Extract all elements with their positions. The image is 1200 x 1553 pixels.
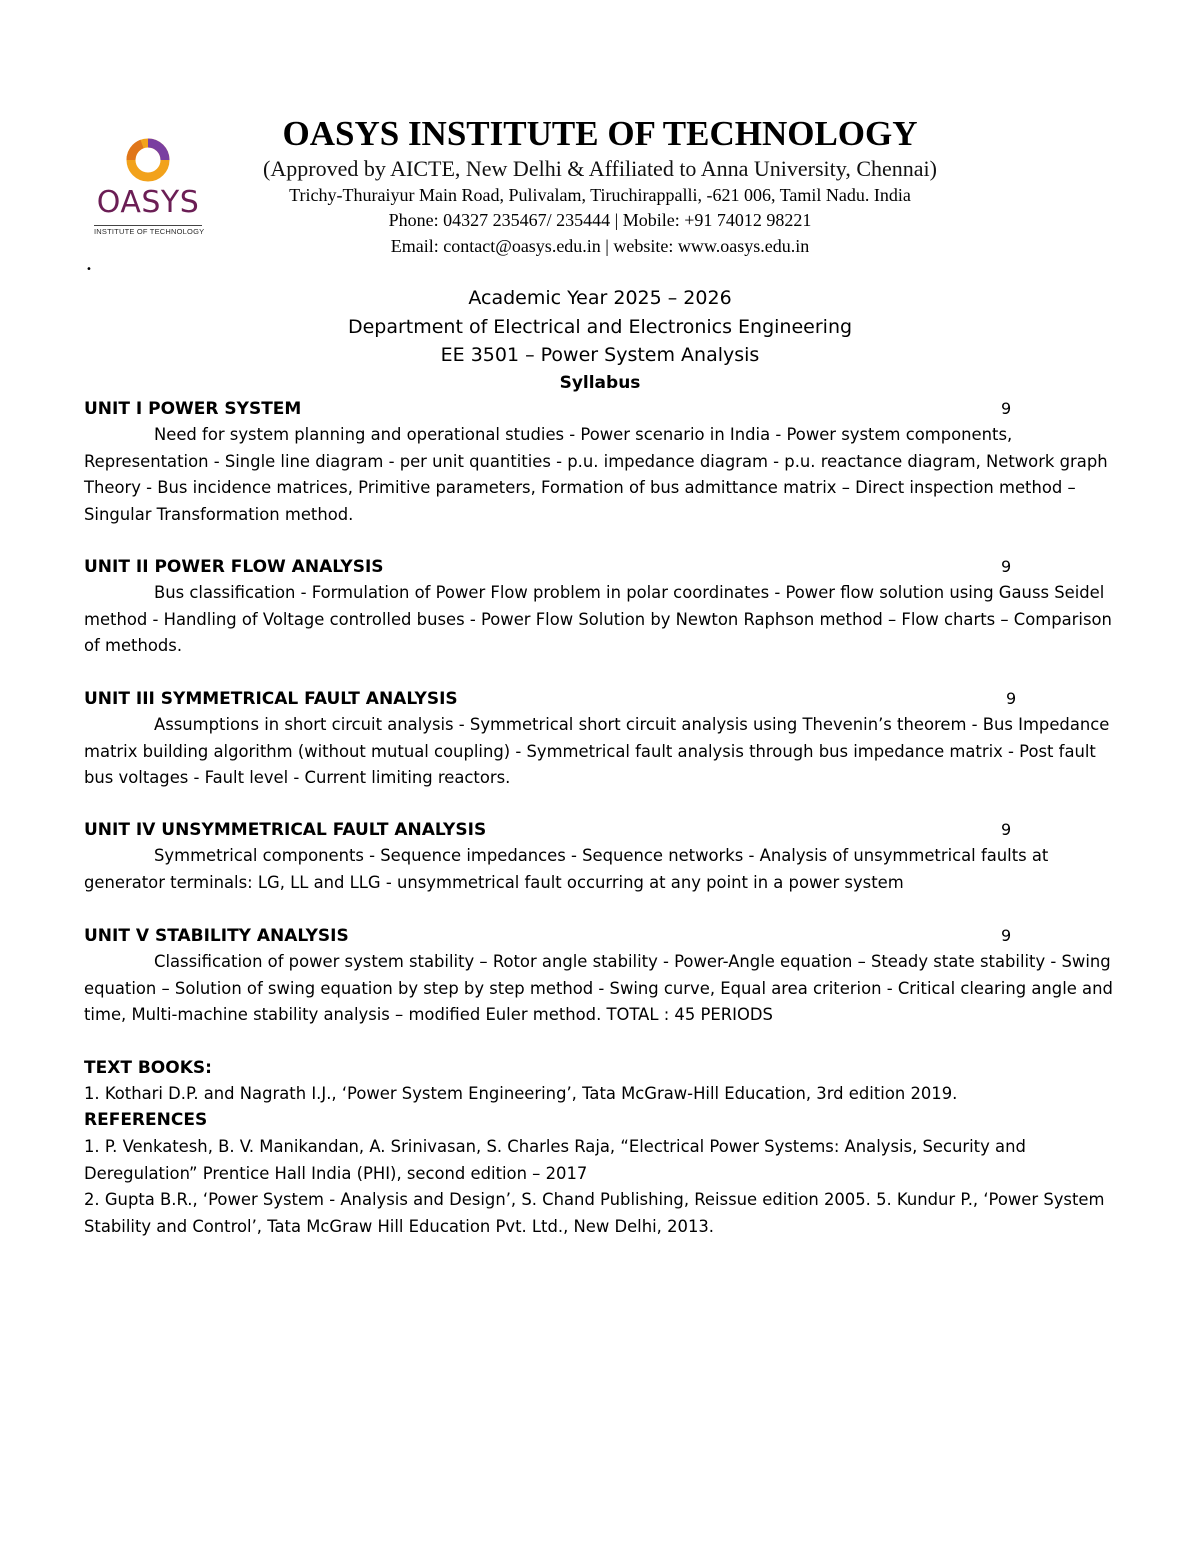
stray-bullet: • xyxy=(86,264,92,275)
text-books-heading: TEXT BOOKS: xyxy=(84,1058,212,1078)
department: Department of Electrical and Electronics Engineering xyxy=(347,316,853,338)
course-title: EE 3501 – Power System Analysis xyxy=(440,344,760,366)
address-line: Trichy-Thuraiyur Main Road, Pulivalam, Tiruchirappalli, -621 006, Tamil Nadu. India xyxy=(289,185,911,205)
references-heading: REFERENCES xyxy=(84,1110,208,1130)
unit-content: Classification of power system stability – Rotor angle stability - Power-Angle equation – Steady state stability - Swing equation – Solution of swing equation by step by step method - Swing curve, Equal area criterion - Critical clearing angle and time, Multi-machine stability analysis – modified Euler method. TOTAL : 45 PERIODS xyxy=(84,952,1113,1025)
unit-content: Need for system planning and operational studies - Power scenario in India - Power system components, Representation - Single line diagram - per unit quantities - p.u. impedance diagram - p.u. reactance diagram, Network graph Theory - Bus incidence matrices, Primitive parameters, Formation of bus admittance matrix – Direct inspection method – Singular Transformation method. xyxy=(84,425,1108,524)
unit-heading: UNIT II POWER FLOW ANALYSIS xyxy=(84,557,384,577)
unit-heading: UNIT III SYMMETRICAL FAULT ANALYSIS xyxy=(84,689,458,709)
academic-year: Academic Year 2025 – 2026 xyxy=(468,287,732,309)
logo-tagline: INSTITUTE OF TECHNOLOGY xyxy=(94,227,205,236)
unit-hours: 9 xyxy=(1001,399,1012,418)
reference-item: 1. P. Venkatesh, B. V. Manikandan, A. Srinivasan, S. Charles Raja, “Electrical Power Systems: Analysis, Security and Deregulation” Prentice Hall India (PHI), second edition – 2017 xyxy=(84,1137,1026,1183)
unit-hours: 9 xyxy=(1001,557,1012,576)
phone-line: Phone: 04327 235467/ 235444 | Mobile: +91 74012 98221 xyxy=(388,210,812,230)
unit-hours: 9 xyxy=(1006,689,1017,708)
unit-heading: UNIT V STABILITY ANALYSIS xyxy=(84,926,349,946)
unit-heading: UNIT IV UNSYMMETRICAL FAULT ANALYSIS xyxy=(84,820,487,840)
text-book-item: 1. Kothari D.P. and Nagrath I.J., ‘Power System Engineering’, Tata McGraw-Hill Education, 3rd edition 2019. xyxy=(84,1084,958,1103)
unit-content: Assumptions in short circuit analysis - Symmetrical short circuit analysis using Thevenin’s theorem - Bus Impedance matrix building algorithm (without mutual coupling) - Symmetrical fault analysis through bus impedance matrix - Post fault bus voltages - Fault level - Current limiting reactors. xyxy=(84,715,1110,788)
email-line: Email: contact@oasys.edu.in | website: www.oasys.edu.in xyxy=(390,236,810,256)
logo-wordmark: OASYS xyxy=(96,185,200,220)
unit-content: Symmetrical components - Sequence impedances - Sequence networks - Analysis of unsymmetrical faults at generator terminals: LG, LL and LLG - unsymmetrical fault occurring at any point in a power system xyxy=(84,846,1049,892)
unit-content: Bus classification - Formulation of Power Flow problem in polar coordinates - Power flow solution using Gauss Seidel method - Handling of Voltage controlled buses - Power Flow Solution by Newton Raphson method – Flow charts – Comparison of methods. xyxy=(84,583,1112,656)
approval-line: (Approved by AICTE, New Delhi & Affiliated to Anna University, Chennai) xyxy=(263,156,937,181)
unit-hours: 9 xyxy=(1001,820,1012,839)
unit-heading: UNIT I POWER SYSTEM xyxy=(84,399,302,419)
syllabus-heading: Syllabus xyxy=(559,373,641,393)
institution-name: OASYS INSTITUTE OF TECHNOLOGY xyxy=(282,114,918,153)
unit-hours: 9 xyxy=(1001,926,1012,945)
reference-item: 2. Gupta B.R., ‘Power System - Analysis and Design’, S. Chand Publishing, Reissue edition 2005. 5. Kundur P., ‘Power System Stability and Control’, Tata McGraw Hill Education Pvt. Ltd., New Delhi, 2013. xyxy=(84,1190,1105,1236)
